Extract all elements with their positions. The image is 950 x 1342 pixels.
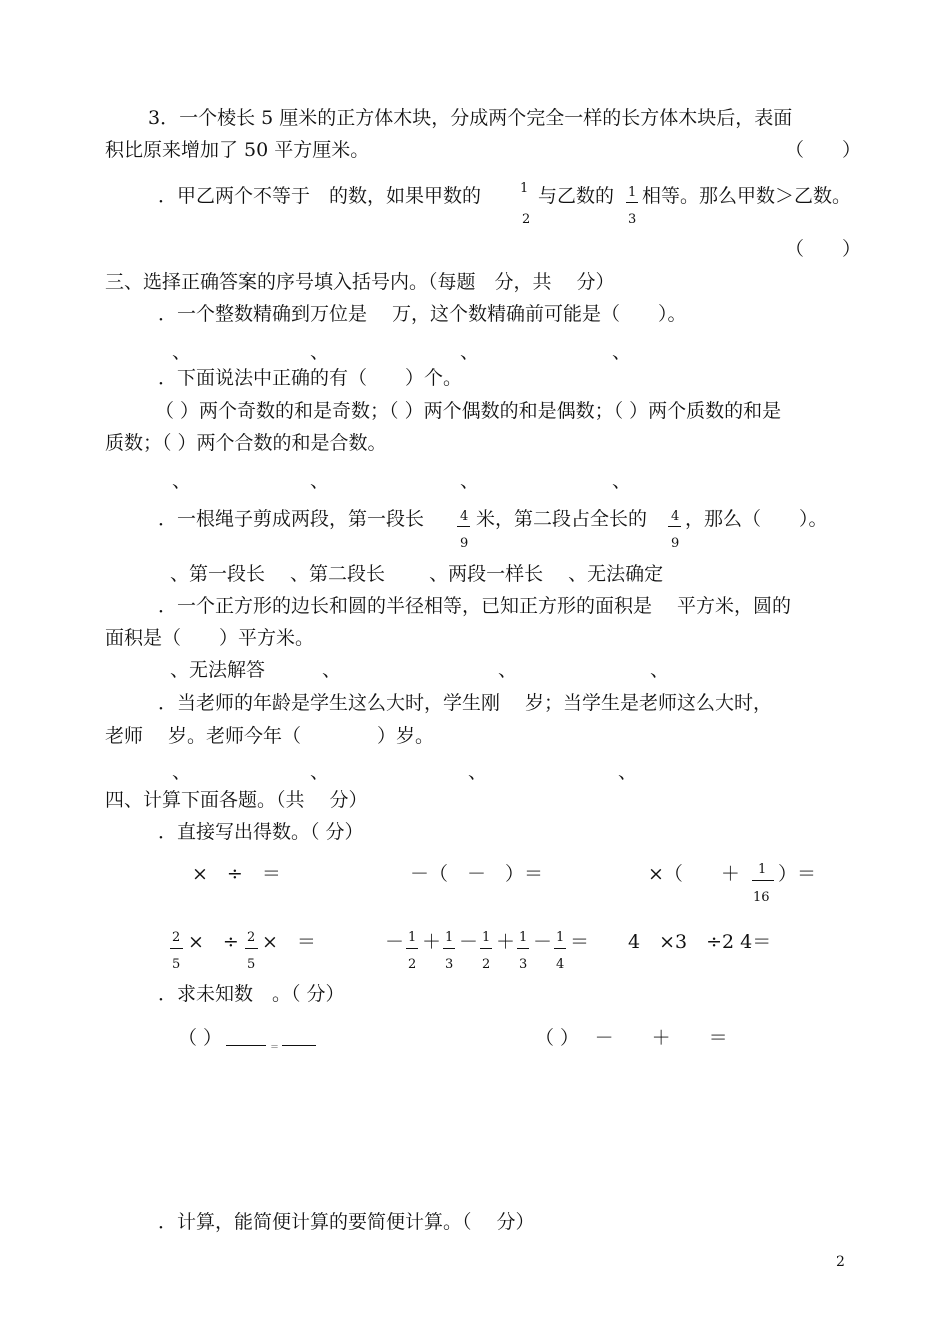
calc-row1-expr3-tail: ）＝ (778, 863, 817, 885)
q3-answer-paren: （ ） (785, 139, 862, 161)
calc-row2-frac-a-num: 2 (172, 930, 181, 945)
calc-row2-frac-b-den: 5 (247, 957, 256, 972)
s3-q3-text-b: 米，第二段占全长的 (476, 508, 648, 530)
calc-row1-frac-num: 1 (758, 862, 767, 877)
s3-q4-option-c: 、 (498, 659, 518, 681)
s3-q1-option-a: 、 (172, 341, 192, 363)
s3-q2-option-d: 、 (612, 470, 632, 492)
s3-q4-line-1: ．一个正方形的边长和圆的半径相等，已知正方形的面积是 平方米，圆的 (158, 595, 792, 617)
s3-q2-option-a: 、 (172, 470, 192, 492)
calc-row2-op-2: ＋ (496, 931, 516, 953)
eq1-equals: ＝ (270, 1043, 280, 1053)
calc-row2-frac-3-num: 1 (519, 930, 528, 945)
s3-q2-line-1: （ ）两个奇数的和是奇数；（ ）两个偶数的和是偶数；（ ）两个质数的和是 (155, 400, 782, 422)
s3-q3-frac1-den: 9 (460, 536, 469, 551)
calc-row2-frac-4-den: 4 (556, 957, 565, 972)
calc-row2-frac-4-num: 1 (556, 930, 565, 945)
section-3-title: 三、选择正确答案的序号填入括号内。（每题 分，共 分） (105, 271, 615, 293)
s3-q3-text-a: ．一根绳子剪成两段，第一段长 (158, 508, 425, 530)
calc-row2-op-3: － (533, 931, 553, 953)
q4-frac2-num: 1 (628, 185, 637, 200)
section-4-title: 四、计算下面各题。（共 分） (105, 789, 368, 811)
calc-row2-frac-2-den: 2 (482, 957, 491, 972)
s3-q4-option-b: 、 (322, 659, 342, 681)
s3-q4-line-2: 面积是（ ）平方米。 (105, 627, 315, 649)
s4-q3: ．计算，能简便计算的要简便计算。（ 分） (158, 1211, 535, 1233)
q4-text-c: 相等。那么甲数＞乙数。 (642, 185, 852, 207)
q4-text-a: ．甲乙两个不等于 的数，如果甲数的 (158, 185, 482, 207)
calc-row2-frac-b-num: 2 (247, 930, 256, 945)
s3-q1-option-d: 、 (612, 341, 632, 363)
calc-row1-frac-den: 16 (753, 890, 770, 905)
q4-frac1-den: 2 (522, 212, 531, 227)
page-number: 2 (836, 1254, 845, 1270)
calc-row2-frac-1-den: 3 (445, 957, 454, 972)
calc-row2-frac-2-bar (480, 948, 492, 949)
s3-q5-line-1: ．当老师的年龄是学生这么大时，学生刚 岁；当学生是老师这么大时， (158, 692, 773, 714)
s3-q3-frac2-den: 9 (671, 536, 680, 551)
calc-row2-expr1-b: × ＝ (262, 931, 316, 953)
calc-row2-frac-2-num: 1 (482, 930, 491, 945)
eq1-paren: （ ） (178, 1027, 223, 1049)
eq1-fraction-bar-left (226, 1045, 266, 1046)
q3-line-1: 3．一个棱长 5 厘米的正方体木块，分成两个完全一样的长方体木块后，表面 (148, 107, 793, 129)
s3-q2: ．下面说法中正确的有（ ）个。 (158, 367, 463, 389)
s3-q3-frac1-bar (457, 526, 470, 527)
calc-row1-expr1: × ÷ ＝ (192, 863, 281, 885)
s4-q1: ．直接写出得数。（ 分） (158, 821, 364, 843)
calc-row2-frac-1-bar (443, 948, 455, 949)
calc-row1-frac-bar (752, 880, 774, 881)
s3-q3-options: 、第一段长 、第二段长 、两段一样长 、无法确定 (170, 563, 664, 585)
s3-q3-frac2-num: 4 (671, 509, 680, 524)
q4-text-b: 与乙数的 (538, 185, 615, 207)
calc-row2-frac-b-bar (245, 948, 258, 949)
calc-row2-frac-3-bar (517, 948, 529, 949)
s3-q3-frac2-bar (668, 526, 681, 527)
q4-frac2-den: 3 (628, 212, 637, 227)
calc-row2-frac-3-den: 3 (519, 957, 528, 972)
s3-q3-text-c: ，那么（ ）。 (685, 508, 828, 530)
calc-row2-expr2-lead: － (385, 931, 405, 953)
calc-row2-frac-a-bar (170, 948, 183, 949)
s3-q4-option-a: 、无法解答 (170, 659, 266, 681)
s3-q1: ．一个整数精确到万位是 万，这个数精确前可能是（ ）。 (158, 303, 687, 325)
calc-row2-frac-a-den: 5 (172, 957, 181, 972)
eq1-fraction-bar-right (282, 1045, 316, 1046)
q3-line-2: 积比原来增加了 50 平方厘米。 (105, 139, 370, 161)
s3-q5-line-2: 老师 岁。老师今年（ ）岁。 (105, 725, 435, 747)
s3-q5-option-a: 、 (172, 761, 192, 783)
calc-row2-frac-1-num: 1 (445, 930, 454, 945)
q4-frac1-num: 1 (520, 181, 529, 196)
calc-row2-frac-0-bar (406, 948, 418, 949)
eq2: （ ） － ＋ ＝ (535, 1027, 728, 1049)
calc-row2-op-4: ＝ (570, 931, 590, 953)
s4-q2: ．求未知数 。（ 分） (158, 983, 345, 1005)
s3-q5-option-c: 、 (468, 761, 488, 783)
s3-q2-option-c: 、 (460, 470, 480, 492)
s3-q3-frac1-num: 4 (460, 509, 469, 524)
calc-row2-op-0: ＋ (422, 931, 442, 953)
s3-q1-option-b: 、 (310, 341, 330, 363)
calc-row2-frac-0-den: 2 (408, 957, 417, 972)
calc-row2-expr1-a: × ÷ (188, 931, 239, 953)
calc-row2-frac-4-bar (554, 948, 566, 949)
q4-frac2-bar (626, 202, 638, 203)
s3-q1-option-c: 、 (460, 341, 480, 363)
s3-q4-option-d: 、 (650, 659, 670, 681)
s3-q2-line-2: 质数；（ ）两个合数的和是合数。 (105, 432, 387, 454)
calc-row2-expr3: 4 ×3 ÷2 4＝ (628, 931, 772, 953)
calc-row2-frac-0-num: 1 (408, 930, 417, 945)
calc-row1-expr2: －（ － ）＝ (410, 863, 544, 885)
s3-q5-option-b: 、 (310, 761, 330, 783)
calc-row2-op-1: － (459, 931, 479, 953)
s3-q2-option-b: 、 (310, 470, 330, 492)
q4-answer-paren: （ ） (785, 238, 862, 260)
calc-row1-expr3: ×（ ＋ (648, 863, 740, 885)
s3-q5-option-d: 、 (618, 761, 638, 783)
